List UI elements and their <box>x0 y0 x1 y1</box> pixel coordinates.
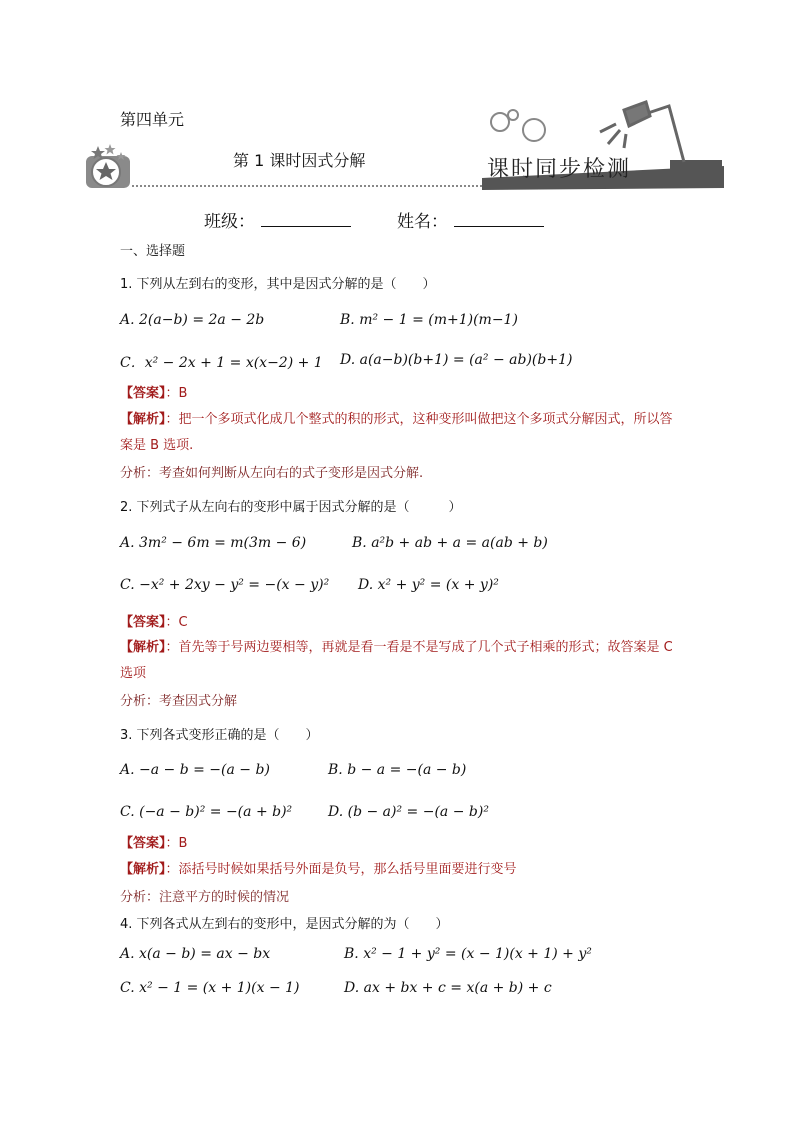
q1-stem: 1. 下列从左到右的变形，其中是因式分解的是（ ） <box>120 277 436 292</box>
section-title: 一、选择题 <box>120 244 186 259</box>
q2-option-a: A. 3m² − 6m = m(3m − 6) <box>120 535 307 551</box>
q1-option-a: A. 2(a−b) = 2a − 2b <box>120 312 265 328</box>
q2-analysis: 分析：考查因式分解 <box>120 694 238 709</box>
decorative-circles-icon <box>491 110 545 141</box>
name-field <box>397 207 544 232</box>
class-label: 班级： <box>204 212 255 232</box>
q3-analysis: 分析：注意平方的时候的情况 <box>120 890 290 905</box>
q1-answer: 【答案】：B <box>120 386 188 401</box>
q1-option-c: C．x² − 2x + 1 = x(x−2) + 1 <box>120 355 323 371</box>
q2-option-c: C. −x² + 2xy − y² = −(x − y)² <box>120 577 330 593</box>
q2-option-b: B. a²b + ab + a = a(ab + b) <box>352 535 548 551</box>
unit-title: 第四单元 <box>120 110 185 129</box>
q4-option-d: D. ax + bx + c = x(a + b) + c <box>344 980 552 996</box>
q4-option-a: A. x(a − b) = ax − bx <box>120 946 271 962</box>
q4-option-c: C. x² − 1 = (x + 1)(x − 1) <box>120 980 300 996</box>
banner-text: 课时同步检测 <box>487 157 632 182</box>
q1-analysis: 分析：考查如何判断从左向右的式子变形是因式分解. <box>120 466 424 481</box>
q1-option-d: D. a(a−b)(b+1) = (a² − ab)(b+1) <box>340 352 573 368</box>
name-blank <box>454 210 544 227</box>
q2-stem: 2. 下列式子从左向右的变形中属于因式分解的是（ ） <box>120 500 462 515</box>
q3-option-a: A. −a − b = −(a − b) <box>120 762 270 778</box>
lesson-title: 第 1 课时因式分解 <box>233 151 366 170</box>
q3-option-c: C. (−a − b)² = −(a + b)² <box>120 804 293 820</box>
q1-explanation: 【解析】：把一个多项式化成几个整式的积的形式，这种变形叫做把这个多项式分解因式，所以答案是 B 选项. <box>120 412 673 453</box>
q3-explanation: 【解析】：添括号时候如果括号外面是负号，那么括号里面要进行变号 <box>120 862 517 877</box>
q1-option-b: B. m² − 1 = (m+1)(m−1) <box>340 312 518 328</box>
q3-option-b: B. b − a = −(a − b) <box>328 762 467 778</box>
class-field <box>204 207 351 232</box>
q3-answer: 【答案】：B <box>120 836 188 851</box>
name-label: 姓名： <box>397 212 448 232</box>
q2-answer: 【答案】：C <box>120 615 188 630</box>
star-badge-icon <box>86 144 130 188</box>
q2-explanation: 【解析】：首先等于号两边要相等，再就是看一看是不是写成了几个式子相乘的形式；故答案是 C 选项 <box>120 640 673 681</box>
q4-stem: 4. 下列各式从左到右的变形中，是因式分解的为（ ） <box>120 917 449 932</box>
class-blank <box>261 210 351 227</box>
q2-option-d: D. x² + y² = (x + y)² <box>358 577 499 593</box>
q3-option-d: D. (b − a)² = −(a − b)² <box>328 804 489 820</box>
q3-stem: 3. 下列各式变形正确的是（ ） <box>120 728 319 743</box>
q4-option-b: B. x² − 1 + y² = (x − 1)(x + 1) + y² <box>344 946 592 962</box>
